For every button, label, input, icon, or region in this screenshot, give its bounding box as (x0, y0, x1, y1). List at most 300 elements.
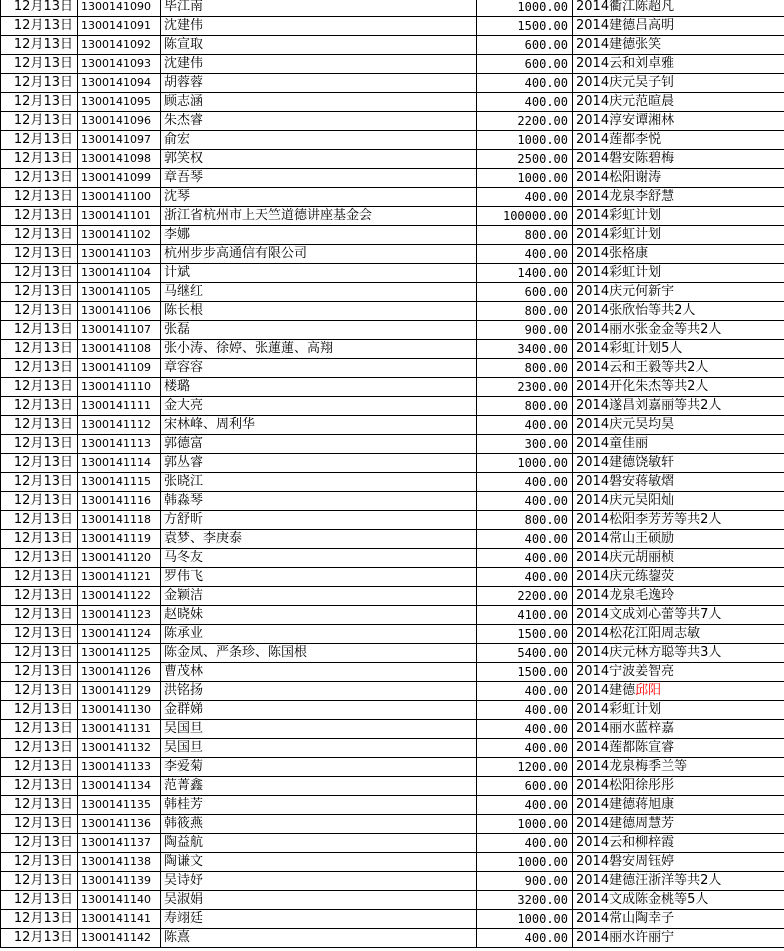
id-cell[interactable]: 1300141101 (78, 207, 161, 226)
note-cell[interactable]: 2014丽水许丽宁 (573, 929, 784, 948)
amount-cell[interactable]: 800.00 (477, 302, 573, 321)
amount-cell[interactable]: 400.00 (477, 473, 573, 492)
date-cell[interactable]: 12月13日 (1, 891, 78, 910)
donor-cell[interactable]: 浙江省杭州市上天竺道德讲座基金会 (161, 207, 477, 226)
table-row (1, 74, 784, 93)
id-cell[interactable]: 1300141096 (78, 112, 161, 131)
id-cell[interactable]: 1300141090 (78, 0, 161, 17)
donor-cell[interactable]: 李爱菊 (161, 758, 477, 777)
donor-cell[interactable]: 赵晓妹 (161, 606, 477, 625)
table-row (1, 302, 784, 321)
id-cell[interactable]: 1300141098 (78, 150, 161, 169)
date-cell[interactable]: 12月13日 (1, 758, 78, 777)
date-cell[interactable]: 12月13日 (1, 473, 78, 492)
note-cell[interactable]: 2014衢江陈超凡 (573, 0, 784, 17)
donor-cell[interactable]: 吴诗妤 (161, 872, 477, 891)
id-cell[interactable]: 1300141105 (78, 283, 161, 302)
donor-cell[interactable]: 韩筱燕 (161, 815, 477, 834)
table-row (1, 568, 784, 587)
date-cell[interactable]: 12月13日 (1, 112, 78, 131)
donor-cell[interactable]: 沈琴 (161, 188, 477, 207)
date-cell[interactable]: 12月13日 (1, 245, 78, 264)
id-cell[interactable]: 1300141092 (78, 36, 161, 55)
table-row (1, 435, 784, 454)
note-cell[interactable]: 2014云和柳梓霞 (573, 834, 784, 853)
id-cell[interactable]: 1300141122 (78, 587, 161, 606)
note-cell[interactable]: 2014庆元何新宇 (573, 283, 784, 302)
id-cell[interactable]: 1300141121 (78, 568, 161, 587)
note-cell[interactable]: 2014淳安谭湘林 (573, 112, 784, 131)
note-cell[interactable]: 2014庆元林方聪等共3人 (573, 644, 784, 663)
note-cell[interactable]: 2014丽水蓝梓嘉 (573, 720, 784, 739)
note-cell[interactable]: 2014宁波姜智亮 (573, 663, 784, 682)
date-cell[interactable]: 12月13日 (1, 207, 78, 226)
amount-cell[interactable]: 1400.00 (477, 264, 573, 283)
id-cell[interactable]: 1300141125 (78, 644, 161, 663)
date-cell[interactable]: 12月13日 (1, 910, 78, 929)
note-cell[interactable]: 2014建德吕高明 (573, 17, 784, 36)
id-cell[interactable]: 1300141091 (78, 17, 161, 36)
amount-cell[interactable]: 300.00 (477, 435, 573, 454)
note-cell[interactable]: 2014松阳徐彤彤 (573, 777, 784, 796)
amount-cell[interactable]: 2200.00 (477, 112, 573, 131)
id-cell[interactable]: 1300141110 (78, 378, 161, 397)
id-cell[interactable]: 1300141142 (78, 929, 161, 948)
id-cell[interactable]: 1300141136 (78, 815, 161, 834)
table-row (1, 321, 784, 340)
id-cell[interactable]: 1300141129 (78, 682, 161, 701)
id-cell[interactable]: 1300141095 (78, 93, 161, 112)
date-cell[interactable]: 12月13日 (1, 321, 78, 340)
note-cell[interactable]: 2014庆元胡丽桢 (573, 549, 784, 568)
table-row (1, 169, 784, 188)
table-body (1, 0, 784, 948)
date-cell[interactable]: 12月13日 (1, 682, 78, 701)
table-row (1, 701, 784, 720)
amount-cell[interactable]: 400.00 (477, 796, 573, 815)
donor-cell[interactable]: 陈承业 (161, 625, 477, 644)
date-cell[interactable]: 12月13日 (1, 416, 78, 435)
note-red-text: 邱阳 (635, 683, 662, 698)
table-row (1, 93, 784, 112)
date-cell[interactable]: 12月13日 (1, 739, 78, 758)
table-row (1, 283, 784, 302)
donor-cell[interactable]: 陶益航 (161, 834, 477, 853)
donor-cell[interactable]: 吴淑娟 (161, 891, 477, 910)
amount-cell[interactable]: 400.00 (477, 929, 573, 948)
table-row (1, 872, 784, 891)
table-row (1, 55, 784, 74)
date-cell[interactable]: 12月13日 (1, 359, 78, 378)
donor-cell[interactable]: 沈建伟 (161, 17, 477, 36)
id-cell[interactable]: 1300141116 (78, 492, 161, 511)
amount-cell[interactable]: 800.00 (477, 511, 573, 530)
date-cell[interactable]: 12月13日 (1, 397, 78, 416)
table-row (1, 454, 784, 473)
table-row (1, 549, 784, 568)
amount-cell[interactable]: 400.00 (477, 93, 573, 112)
amount-cell[interactable]: 900.00 (477, 321, 573, 340)
note-cell[interactable]: 2014文成陈金桃等5人 (573, 891, 784, 910)
date-cell[interactable]: 12月13日 (1, 340, 78, 359)
donor-cell[interactable]: 顾志涵 (161, 93, 477, 112)
id-cell[interactable]: 1300141113 (78, 435, 161, 454)
amount-cell[interactable]: 800.00 (477, 397, 573, 416)
table-row (1, 150, 784, 169)
id-cell[interactable]: 1300141132 (78, 739, 161, 758)
date-cell[interactable]: 12月13日 (1, 929, 78, 948)
donor-cell[interactable]: 范菁鑫 (161, 777, 477, 796)
id-cell[interactable]: 1300141141 (78, 910, 161, 929)
note-cell[interactable]: 2014张格康 (573, 245, 784, 264)
amount-cell[interactable]: 3200.00 (477, 891, 573, 910)
donor-cell[interactable]: 方舒昕 (161, 511, 477, 530)
table-row (1, 644, 784, 663)
date-cell[interactable]: 12月13日 (1, 549, 78, 568)
table-row (1, 758, 784, 777)
date-cell[interactable]: 12月13日 (1, 492, 78, 511)
amount-cell[interactable]: 400.00 (477, 568, 573, 587)
amount-cell[interactable]: 400.00 (477, 245, 573, 264)
donor-cell[interactable]: 章容容 (161, 359, 477, 378)
donor-cell[interactable]: 张磊 (161, 321, 477, 340)
id-cell[interactable]: 1300141094 (78, 74, 161, 93)
donor-cell[interactable]: 韩淼琴 (161, 492, 477, 511)
donor-cell[interactable]: 郭笑权 (161, 150, 477, 169)
id-cell[interactable]: 1300141118 (78, 511, 161, 530)
date-cell[interactable]: 12月13日 (1, 74, 78, 93)
table-row (1, 340, 784, 359)
date-cell[interactable]: 12月13日 (1, 625, 78, 644)
amount-cell[interactable]: 100000.00 (477, 207, 573, 226)
donor-cell[interactable]: 吴国旦 (161, 720, 477, 739)
note-cell[interactable]: 2014开化朱杰等共2人 (573, 378, 784, 397)
note-cell[interactable]: 2014龙泉李舒慧 (573, 188, 784, 207)
note-cell[interactable]: 2014彩虹计划 (573, 264, 784, 283)
note-cell[interactable]: 2014张欣怡等共2人 (573, 302, 784, 321)
table-row (1, 815, 784, 834)
date-cell[interactable]: 12月13日 (1, 150, 78, 169)
note-cell[interactable]: 2014建德周慧芳 (573, 815, 784, 834)
id-cell[interactable]: 1300141138 (78, 853, 161, 872)
date-cell[interactable]: 12月13日 (1, 435, 78, 454)
table-row (1, 416, 784, 435)
id-cell[interactable]: 1300141115 (78, 473, 161, 492)
table-row (1, 397, 784, 416)
date-cell[interactable]: 12月13日 (1, 777, 78, 796)
donor-cell[interactable]: 金群娣 (161, 701, 477, 720)
table-row (1, 131, 784, 150)
id-cell[interactable]: 1300141139 (78, 872, 161, 891)
table-row (1, 188, 784, 207)
amount-cell[interactable]: 900.00 (477, 872, 573, 891)
date-cell[interactable]: 12月13日 (1, 587, 78, 606)
donor-cell[interactable]: 陈长根 (161, 302, 477, 321)
table-row (1, 606, 784, 625)
note-cell[interactable]: 2014建德饶敏轩 (573, 454, 784, 473)
date-cell[interactable]: 12月13日 (1, 302, 78, 321)
donor-cell[interactable]: 金大亮 (161, 397, 477, 416)
note-cell[interactable]: 2014庆元范暄晨 (573, 93, 784, 112)
table-row (1, 226, 784, 245)
donor-cell[interactable]: 郭德富 (161, 435, 477, 454)
amount-cell[interactable]: 2500.00 (477, 150, 573, 169)
table-row (1, 530, 784, 549)
amount-cell[interactable]: 1000.00 (477, 853, 573, 872)
table-row (1, 0, 784, 17)
amount-cell[interactable]: 2200.00 (477, 587, 573, 606)
date-cell[interactable]: 12月13日 (1, 701, 78, 720)
donor-cell[interactable]: 沈建伟 (161, 55, 477, 74)
amount-cell[interactable]: 4100.00 (477, 606, 573, 625)
table-row (1, 264, 784, 283)
id-cell[interactable]: 1300141109 (78, 359, 161, 378)
amount-cell[interactable]: 400.00 (477, 416, 573, 435)
note-cell[interactable]: 2014磐安周钰婷 (573, 853, 784, 872)
date-cell[interactable]: 12月13日 (1, 17, 78, 36)
date-cell[interactable]: 12月13日 (1, 606, 78, 625)
amount-cell[interactable]: 5400.00 (477, 644, 573, 663)
donor-cell[interactable]: 韩桂芳 (161, 796, 477, 815)
table-row (1, 663, 784, 682)
id-cell[interactable]: 1300141133 (78, 758, 161, 777)
donor-cell[interactable]: 宋林峰、周利华 (161, 416, 477, 435)
id-cell[interactable]: 1300141114 (78, 454, 161, 473)
note-cell[interactable]: 2014常山王硕励 (573, 530, 784, 549)
amount-cell[interactable]: 400.00 (477, 739, 573, 758)
donor-cell[interactable]: 陶谦文 (161, 853, 477, 872)
amount-cell[interactable]: 400.00 (477, 74, 573, 93)
date-cell[interactable]: 12月13日 (1, 872, 78, 891)
date-cell[interactable]: 12月13日 (1, 511, 78, 530)
amount-cell[interactable]: 600.00 (477, 55, 573, 74)
amount-cell[interactable]: 600.00 (477, 283, 573, 302)
amount-cell[interactable]: 1500.00 (477, 17, 573, 36)
note-cell[interactable]: 2014莲都李悦 (573, 131, 784, 150)
table-row (1, 777, 784, 796)
table-row (1, 245, 784, 264)
amount-cell[interactable]: 1000.00 (477, 815, 573, 834)
date-cell[interactable]: 12月13日 (1, 796, 78, 815)
date-cell[interactable]: 12月13日 (1, 720, 78, 739)
note-cell[interactable]: 2014云和王毅等共2人 (573, 359, 784, 378)
date-cell[interactable]: 12月13日 (1, 226, 78, 245)
table-row (1, 891, 784, 910)
date-cell[interactable]: 12月13日 (1, 378, 78, 397)
date-cell[interactable]: 12月13日 (1, 131, 78, 150)
id-cell[interactable]: 1300141103 (78, 245, 161, 264)
date-cell[interactable]: 12月13日 (1, 834, 78, 853)
id-cell[interactable]: 1300141137 (78, 834, 161, 853)
amount-cell[interactable]: 800.00 (477, 226, 573, 245)
donor-cell[interactable]: 洪铭扬 (161, 682, 477, 701)
note-cell[interactable]: 2014建德张笑 (573, 36, 784, 55)
table-row (1, 587, 784, 606)
note-cell[interactable]: 2014庆元练鋆荧 (573, 568, 784, 587)
date-cell[interactable]: 12月13日 (1, 454, 78, 473)
donor-cell[interactable]: 胡蓉蓉 (161, 74, 477, 93)
note-text: 2014建德 (576, 683, 636, 698)
amount-cell[interactable]: 2300.00 (477, 378, 573, 397)
amount-cell[interactable]: 400.00 (477, 188, 573, 207)
table-row (1, 739, 784, 758)
amount-cell[interactable]: 1000.00 (477, 454, 573, 473)
donor-cell[interactable]: 郭丛睿 (161, 454, 477, 473)
note-cell[interactable]: 2014建德汪浙洋等共2人 (573, 872, 784, 891)
amount-cell[interactable]: 1000.00 (477, 0, 573, 17)
date-cell[interactable]: 12月13日 (1, 283, 78, 302)
id-cell[interactable]: 1300141140 (78, 891, 161, 910)
donor-cell[interactable]: 俞宏 (161, 131, 477, 150)
date-cell[interactable]: 12月13日 (1, 853, 78, 872)
amount-cell[interactable]: 400.00 (477, 530, 573, 549)
note-cell[interactable]: 2014莲都陈宣睿 (573, 739, 784, 758)
donor-cell[interactable]: 吴国旦 (161, 739, 477, 758)
note-cell[interactable]: 2014庆元吴阳灿 (573, 492, 784, 511)
note-cell[interactable]: 2014松阳李芳芳等共2人 (573, 511, 784, 530)
amount-cell[interactable]: 400.00 (477, 492, 573, 511)
note-cell[interactable]: 2014彩虹计划 (573, 701, 784, 720)
table-row (1, 720, 784, 739)
amount-cell[interactable]: 400.00 (477, 682, 573, 701)
donor-cell[interactable]: 朱杰睿 (161, 112, 477, 131)
table-row (1, 359, 784, 378)
date-cell[interactable]: 12月13日 (1, 188, 78, 207)
id-cell[interactable]: 1300141124 (78, 625, 161, 644)
note-cell[interactable]: 2014庆元吴均昊 (573, 416, 784, 435)
donor-cell[interactable]: 计斌 (161, 264, 477, 283)
table-row (1, 473, 784, 492)
donor-cell[interactable]: 袁梦、李庚泰 (161, 530, 477, 549)
amount-cell[interactable]: 1000.00 (477, 169, 573, 188)
note-cell[interactable]: 2014童佳丽 (573, 435, 784, 454)
id-cell[interactable]: 1300141108 (78, 340, 161, 359)
donor-cell[interactable]: 毕江南 (161, 0, 477, 17)
note-cell[interactable]: 2014文成刘心蕾等共7人 (573, 606, 784, 625)
date-cell[interactable]: 12月13日 (1, 644, 78, 663)
id-cell[interactable]: 1300141097 (78, 131, 161, 150)
amount-cell[interactable]: 800.00 (477, 359, 573, 378)
donor-cell[interactable]: 马冬友 (161, 549, 477, 568)
donor-cell[interactable]: 章吾琴 (161, 169, 477, 188)
id-cell[interactable]: 1300141126 (78, 663, 161, 682)
id-cell[interactable]: 1300141130 (78, 701, 161, 720)
id-cell[interactable]: 1300141102 (78, 226, 161, 245)
table-row (1, 625, 784, 644)
donor-cell[interactable]: 杭州步步高通信有限公司 (161, 245, 477, 264)
note-cell[interactable]: 2014龙泉毛逸玲 (573, 587, 784, 606)
amount-cell[interactable]: 400.00 (477, 720, 573, 739)
table-row (1, 682, 784, 701)
date-cell[interactable]: 12月13日 (1, 815, 78, 834)
note-cell[interactable]: 2014松花江阳周志敏 (573, 625, 784, 644)
note-cell[interactable]: 2014松阳谢涛 (573, 169, 784, 188)
amount-cell[interactable]: 400.00 (477, 549, 573, 568)
donor-cell[interactable]: 曹茂林 (161, 663, 477, 682)
id-cell[interactable]: 1300141106 (78, 302, 161, 321)
donor-cell[interactable]: 陈熹 (161, 929, 477, 948)
date-cell[interactable]: 12月13日 (1, 264, 78, 283)
note-cell[interactable]: 2014丽水张金金等共2人 (573, 321, 784, 340)
date-cell[interactable]: 12月13日 (1, 663, 78, 682)
table-row (1, 853, 784, 872)
amount-cell[interactable]: 600.00 (477, 777, 573, 796)
id-cell[interactable]: 1300141119 (78, 530, 161, 549)
table-row (1, 207, 784, 226)
note-cell[interactable] (573, 682, 784, 701)
date-cell[interactable]: 12月13日 (1, 36, 78, 55)
date-cell[interactable]: 12月13日 (1, 530, 78, 549)
date-cell[interactable]: 12月13日 (1, 0, 78, 17)
id-cell[interactable]: 1300141135 (78, 796, 161, 815)
amount-cell[interactable]: 1500.00 (477, 663, 573, 682)
amount-cell[interactable]: 400.00 (477, 701, 573, 720)
donor-cell[interactable]: 楼璐 (161, 378, 477, 397)
donor-cell[interactable]: 陈金凤、严条珍、陈国根 (161, 644, 477, 663)
note-cell[interactable]: 2014云和刘卓雅 (573, 55, 784, 74)
id-cell[interactable]: 1300141093 (78, 55, 161, 74)
donor-cell[interactable]: 张晓江 (161, 473, 477, 492)
note-cell[interactable]: 2014建德蒋旭康 (573, 796, 784, 815)
id-cell[interactable]: 1300141100 (78, 188, 161, 207)
table-row (1, 910, 784, 929)
id-cell[interactable]: 1300141112 (78, 416, 161, 435)
note-cell[interactable]: 2014遂昌刘嘉丽等共2人 (573, 397, 784, 416)
amount-cell[interactable]: 3400.00 (477, 340, 573, 359)
amount-cell[interactable]: 1500.00 (477, 625, 573, 644)
donor-cell[interactable]: 马继红 (161, 283, 477, 302)
id-cell[interactable]: 1300141107 (78, 321, 161, 340)
note-cell[interactable]: 2014彩虹计划 (573, 207, 784, 226)
date-cell[interactable]: 12月13日 (1, 93, 78, 112)
donor-cell[interactable]: 陈宣取 (161, 36, 477, 55)
table-row (1, 511, 784, 530)
id-cell[interactable]: 1300141131 (78, 720, 161, 739)
note-cell[interactable]: 2014磐安陈碧梅 (573, 150, 784, 169)
date-cell[interactable]: 12月13日 (1, 169, 78, 188)
table-row (1, 834, 784, 853)
table-row (1, 36, 784, 55)
donor-cell[interactable]: 张小涛、徐婷、张蓮蓮、高翔 (161, 340, 477, 359)
note-cell[interactable]: 2014龙泉梅季兰等 (573, 758, 784, 777)
note-cell[interactable]: 2014庆元吴子钊 (573, 74, 784, 93)
note-cell[interactable]: 2014磐安蒋敏熠 (573, 473, 784, 492)
id-cell[interactable]: 1300141134 (78, 777, 161, 796)
amount-cell[interactable]: 1000.00 (477, 910, 573, 929)
id-cell[interactable]: 1300141111 (78, 397, 161, 416)
table-row (1, 17, 784, 36)
donor-cell[interactable]: 金颖洁 (161, 587, 477, 606)
date-cell[interactable]: 12月13日 (1, 568, 78, 587)
date-cell[interactable]: 12月13日 (1, 55, 78, 74)
donor-cell[interactable]: 寿翊廷 (161, 910, 477, 929)
id-cell[interactable]: 1300141123 (78, 606, 161, 625)
note-cell[interactable]: 2014彩虹计划5人 (573, 340, 784, 359)
amount-cell[interactable]: 600.00 (477, 36, 573, 55)
note-cell[interactable]: 2014彩虹计划 (573, 226, 784, 245)
note-cell[interactable]: 2014常山陶幸子 (573, 910, 784, 929)
amount-cell[interactable]: 400.00 (477, 834, 573, 853)
amount-cell[interactable]: 1000.00 (477, 131, 573, 150)
donor-cell[interactable]: 李娜 (161, 226, 477, 245)
donor-cell[interactable]: 罗伟飞 (161, 568, 477, 587)
id-cell[interactable]: 1300141099 (78, 169, 161, 188)
id-cell[interactable]: 1300141120 (78, 549, 161, 568)
table-row (1, 112, 784, 131)
id-cell[interactable]: 1300141104 (78, 264, 161, 283)
amount-cell[interactable]: 1200.00 (477, 758, 573, 777)
table-row (1, 929, 784, 948)
